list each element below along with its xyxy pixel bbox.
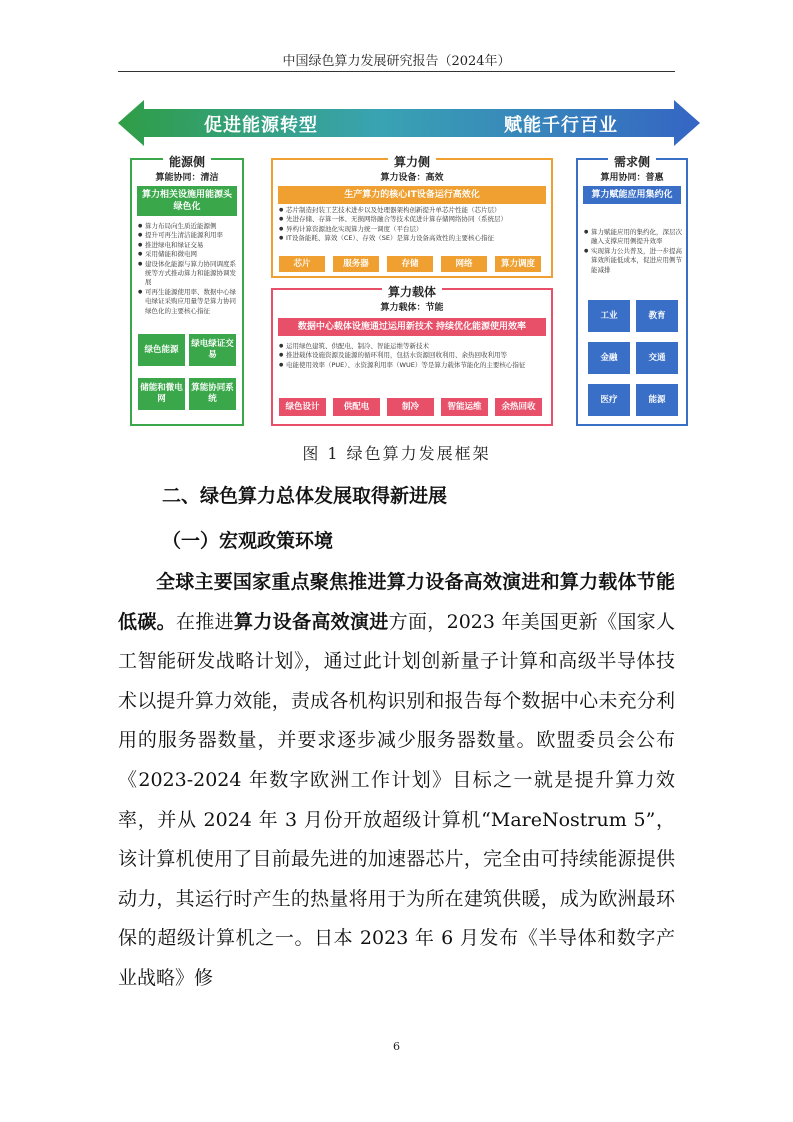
demand-tile: 能源 (636, 384, 678, 416)
compute-tile: 存储 (387, 256, 433, 272)
compute-tile: 芯片 (279, 256, 325, 272)
carrier-bullets (279, 342, 547, 370)
carrier-bullet: ● 推进载体设施资源及能源的循环利用，包括水资源回收利用、余热回收利用等 (279, 351, 547, 360)
compute-bullet: ● 异构计算资源池化实现算力统一调度（平台层） (279, 225, 547, 234)
body-paragraph (118, 563, 675, 999)
energy-bullet: ● 可再生能源使用率、数据中心绿电绿证采购应用量等是算力协同绿色化的主要核心指征 (138, 288, 238, 316)
energy-tile: 算能协同系统 (189, 378, 236, 410)
energy-bullet: ● 采用储能和微电网 (138, 250, 238, 259)
demand-tile: 金融 (588, 342, 630, 374)
energy-side-panel (130, 155, 244, 426)
compute-tile: 网络 (441, 256, 487, 272)
energy-bullet: ● 算力布局向生质近能源侧 (138, 222, 238, 231)
paragraph-text: 在推进 (176, 610, 234, 633)
compute-title: 算力侧 (388, 155, 436, 169)
carrier-tile: 供配电 (333, 398, 380, 416)
carrier-tile: 绿色设计 (279, 398, 326, 416)
framework-figure (118, 100, 700, 430)
energy-title: 能源侧 (163, 155, 211, 169)
carrier-bullet: ● 运用绿色建筑、供配电、制冷、智能运维等新技术 (279, 342, 547, 351)
demand-tile: 交通 (636, 342, 678, 374)
demand-bar: 算力赋能应用集约化 (583, 186, 681, 204)
demand-tile: 教育 (636, 300, 678, 332)
carrier-bullet: ● 电能使用效率（PUE）、水资源利用率（WUE）等是算力载体节能化的主要核心指征 (279, 361, 547, 370)
compute-tile: 算力调度 (495, 256, 541, 272)
energy-tile: 绿色能源 (138, 334, 185, 366)
demand-subtitle: 算用协同：普惠 (600, 173, 664, 183)
energy-bullet: ● 建设体化能源与算力协同调度系统等方式推动算力和能源协调发展 (138, 260, 238, 288)
carrier-subtitle: 算力载体：节能 (380, 303, 444, 313)
compute-bullet: ● 芯片制造封装工艺技术进步以及处理器架构创新提升单芯片性能（芯片层） (279, 206, 547, 215)
energy-bar: 算力相关设施用能源头绿色化 (137, 186, 237, 216)
compute-side-panel (271, 155, 553, 278)
paragraph-emphasis: 算力设备高效演进 (234, 610, 389, 633)
compute-bullet: ● IT设备能耗、算效（CE）、存效（SE）是算力设备高效性的主要核心指征 (279, 234, 547, 243)
paragraph-lead: 全球主要国家重点聚焦推进算力设备高效演进和算力载体节能低碳。 (118, 571, 675, 633)
carrier-tile: 智能运维 (441, 398, 488, 416)
compute-bullet: ● 先进存储、存算一体、无损网络融合等技术促进计算存储网络协同（系统层） (279, 215, 547, 224)
carrier-tile: 制冷 (387, 398, 434, 416)
compute-bullets (279, 206, 547, 244)
energy-bullets (138, 222, 238, 316)
demand-side-panel (576, 155, 688, 426)
compute-tile: 服务器 (333, 256, 379, 272)
page-number: 6 (393, 1040, 400, 1053)
energy-tile: 绿电绿证交易 (189, 334, 236, 366)
arrow-right-label: 赋能千行百业 (504, 115, 618, 136)
paragraph-text: 方面，2023 年美国更新《国家人工智能研发战略计划》，通过此计划创新量子计算和高级半导体技术以提升算力效能，责成各机构识别和报告每个数据中心未充分利用的服务器数量，并要求逐步减少服务器数量。欧盟委员会公布《2023-2024 年数字欧洲工作计划》目标之一就是提升算力效率，并从 2024 年 3 月份开放超级计算机“MareNostrum 5”，该计算机使用了目前最先进的加速器芯片，完全由可持续能源提供动力，其运行时产生的热量将用于为所在建筑供暖，成为欧洲最环保的超级计算机之一。日本 2023 年 6 月发布《半导体和数字产业战略》修 (118, 610, 675, 989)
energy-subtitle: 算能协同：清洁 (155, 173, 219, 183)
demand-tile: 医疗 (588, 384, 630, 416)
demand-tile: 工业 (588, 300, 630, 332)
demand-bullet: ● 算力赋能应用的集约化，深层次融入支撑应用侧提升效率 (584, 228, 682, 247)
header-rule (118, 71, 675, 72)
energy-bullet: ● 提升可再生清洁能源利用率 (138, 231, 238, 240)
subsection-heading: （一）宏观政策环境 (162, 530, 334, 552)
compute-subtitle: 算力设备：高效 (380, 173, 444, 183)
energy-tile: 储能和微电网 (138, 378, 185, 410)
figure-caption: 图 1 绿色算力发展框架 (302, 444, 491, 463)
arrow-left-label: 促进能源转型 (204, 115, 318, 136)
carrier-title: 算力载体 (382, 285, 442, 299)
running-header: 中国绿色算力发展研究报告（2024年） (282, 54, 511, 69)
energy-bullet: ● 推进绿电和绿证交易 (138, 241, 238, 250)
carrier-tile: 余热回收 (495, 398, 542, 416)
carrier-panel (271, 285, 553, 426)
compute-bar: 生产算力的核心IT设备运行高效化 (278, 186, 546, 204)
demand-bullets (584, 228, 682, 275)
demand-title: 需求侧 (608, 155, 656, 169)
carrier-bar: 数据中心载体设施通过运用新技术 持续优化能源使用效率 (278, 318, 546, 336)
demand-bullet: ● 实现算力公共普及，进一步提高算效所能低成本，促进应用侧节能减排 (584, 247, 682, 275)
section-heading: 二、绿色算力总体发展取得新进展 (162, 485, 448, 507)
